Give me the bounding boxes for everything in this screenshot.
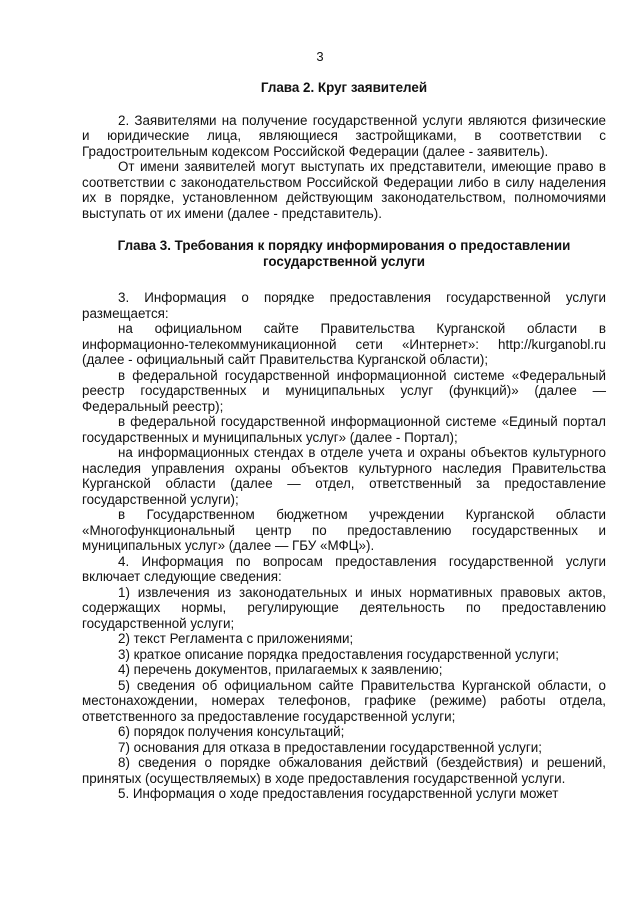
chapter-3-paragraph: 7) основания для отказа в предоставлении государственной услуги; [118, 739, 542, 755]
chapter-3-paragraph: 5. Информация о ходе предоставления государственной услуги может [118, 786, 559, 801]
chapter-3-paragraph: 6) порядок получения консультаций; [118, 724, 345, 739]
chapter-2-title: Глава 2. Круг заявителей [260, 80, 428, 95]
chapter-3-paragraph: в федеральной государственной информационной системе «Единый портал государственных и муниципальных услуг» (далее - Портал); [82, 414, 606, 445]
chapter-3-paragraph: на информационных стендах в отделе учета и охраны объектов культурного наследия управления охраны объектов культурного наследия Правительства Курганской области (далее — отдел, ответственный за предоставление государственной услуги); [82, 445, 606, 507]
page-number: 3 [316, 49, 324, 64]
chapter-3-paragraph: 1) извлечения из законодательных и иных нормативных правовых актов, содержащих нормы, регулирующие деятельность по предоставлению государственной услуги; [82, 584, 606, 631]
chapter-3-paragraph: на официальном сайте Правительства Курганской области в информационно-телекоммуникационной сети «Интернет»: http://kurganobl.ru (далее - официальный сайт Правительства Курганской области); [82, 321, 606, 367]
chapter-3-paragraph: 5) сведения об официальном сайте Правительства Курганской области, о местонахождении, номерах телефонов, графике (режиме) работы отдела, ответственного за предоставление государственной услуги; [82, 677, 606, 724]
chapter-3-paragraph: 2) текст Регламента с приложениями; [118, 631, 354, 646]
chapter-3-paragraph: 4. Информация по вопросам предоставления государственной услуги включает следующие сведения: [82, 553, 606, 584]
chapter-3-paragraph: в Государственном бюджетном учреждении Курганской области «Многофункциональный центр по предоставлению государственных и муниципальных услуг» (далее — ГБУ «МФЦ»). [82, 507, 606, 553]
chapter-2-paragraph: 2. Заявителями на получение государственной услуги являются физические и юридические лица, являющиеся застройщиками, в соответствии с Градостроительным кодексом Российской Федерации (далее - заявитель). [82, 112, 606, 159]
chapter-3-paragraph: 4) перечень документов, прилагаемых к заявлению; [118, 662, 443, 677]
document-body [82, 80, 606, 802]
chapter-2-paragraph: От имени заявителей могут выступать их представители, имеющие право в соответствии с законодательством Российской Федерации либо в силу наделения их в порядке, установленном действующим законодательством, полномочиями выступать от их имени (далее - представитель). [82, 159, 606, 221]
chapter-3-paragraph: 3. Информация о порядке предоставления государственной услуги размещается: [82, 290, 606, 321]
chapter-3-title-line-1: Глава 3. Требования к порядку информирования о предоставлении [117, 238, 571, 253]
chapter-3-title-line-2: государственной услуги [262, 253, 426, 269]
chapter-3-title [82, 238, 606, 269]
chapter-3-paragraph: 3) краткое описание порядка предоставления государственной услуги; [118, 646, 559, 662]
chapter-3-paragraph: 8) сведения о порядке обжалования действий (бездействия) и решений, принятых (осуществляемых) в ходе предоставления государственной услуги. [82, 755, 606, 786]
chapter-3-paragraph: в федеральной государственной информационной системе «Федеральный реестр государственных и муниципальных услуг (функций)» (далее — Федеральный реестр); [82, 367, 606, 414]
